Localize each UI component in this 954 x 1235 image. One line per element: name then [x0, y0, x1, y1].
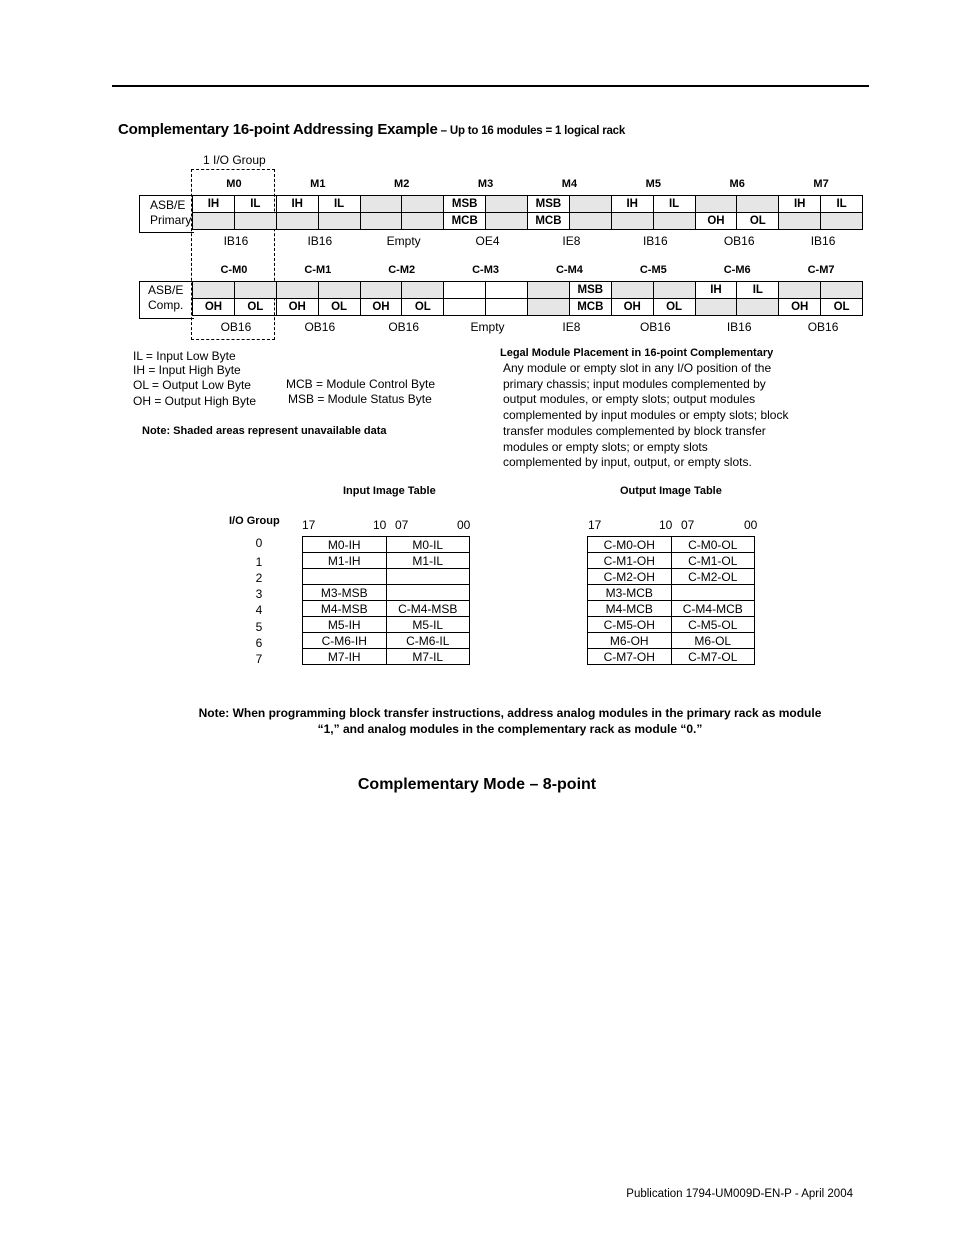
primary-cell: OL: [737, 213, 779, 230]
input-table-cell: [303, 569, 387, 585]
primary-cell: [486, 213, 528, 230]
primary-cell: [360, 213, 402, 230]
output-table-row: [588, 585, 755, 601]
comp-grid-row-1: [193, 282, 863, 299]
output-table-cell: C-M2-OL: [671, 569, 755, 585]
primary-rack-grid: [192, 195, 863, 230]
comp-module-5: C-M5: [639, 264, 667, 276]
io-group-label: 1 I/O Group: [203, 153, 266, 167]
legal-text: [503, 361, 803, 471]
io-group-number: 4: [255, 603, 263, 617]
output-table-cell: C-M7-OH: [588, 649, 672, 665]
comp-type-2: OB16: [388, 320, 420, 334]
output-bit-00: 00: [744, 518, 758, 532]
comp-type-0: OB16: [220, 320, 252, 334]
comp-module-3: C-M3: [472, 264, 499, 276]
comp-cell: [234, 282, 276, 299]
primary-grid-row-2: [193, 213, 863, 230]
comp-grid-row-2: [193, 299, 863, 316]
comp-cell: OL: [234, 299, 276, 316]
legal-line: transfer modules complemented by block transfer: [503, 423, 766, 438]
input-table-row: [303, 617, 470, 633]
legal-line: Any module or empty slot in any I/O position of the: [503, 361, 772, 375]
comp-cell: OH: [611, 299, 653, 316]
primary-cell: MCB: [444, 213, 486, 230]
output-table-cell: M4-MCB: [588, 601, 672, 617]
primary-type-5: IB16: [642, 234, 668, 248]
comp-rack-grid: [192, 281, 863, 316]
io-group-number: 3: [255, 587, 263, 601]
comp-cell: [360, 282, 402, 299]
legal-heading: Legal Module Placement in 16-point Complementary: [500, 347, 774, 359]
section-heading: Complementary Mode – 8-point: [357, 776, 597, 793]
input-bit-17: 17: [302, 518, 316, 532]
comp-type-4: IE8: [562, 320, 581, 334]
input-table-cell: M1-IL: [386, 553, 470, 569]
comp-cell: [444, 299, 486, 316]
primary-type-0: IB16: [223, 234, 249, 248]
primary-cell: IL: [234, 196, 276, 213]
primary-cell: IL: [821, 196, 863, 213]
comp-type-7: OB16: [807, 320, 839, 334]
top-rule: [112, 85, 869, 87]
legend-msb: MSB = Module Status Byte: [288, 392, 432, 406]
input-table-cell: [386, 569, 470, 585]
primary-cell: [402, 213, 444, 230]
primary-type-3: OE4: [475, 234, 500, 248]
primary-cell: IH: [611, 196, 653, 213]
primary-type-2: Empty: [386, 234, 421, 248]
primary-cell: [653, 213, 695, 230]
primary-cell: [318, 213, 360, 230]
comp-type-5: OB16: [639, 320, 671, 334]
primary-cell: [486, 196, 528, 213]
output-table-cell: C-M1-OH: [588, 553, 672, 569]
comp-cell: [528, 299, 570, 316]
primary-grid-row-1: [193, 196, 863, 213]
comp-cell: [611, 282, 653, 299]
comp-cell: OH: [276, 299, 318, 316]
legal-line: modules or empty slots; or empty slots: [503, 439, 708, 454]
primary-cell: [234, 213, 276, 230]
io-group-number: 1: [255, 555, 263, 569]
io-group-outline-bottom: [191, 339, 275, 340]
legal-line: primary chassis; input modules complemented by: [503, 376, 766, 391]
primary-cell: [569, 213, 611, 230]
input-table-row: [303, 537, 470, 553]
primary-cell: [569, 196, 611, 213]
primary-type-7: IB16: [810, 234, 836, 248]
input-table-row: [303, 633, 470, 649]
page-subtitle: – Up to 16 modules = 1 logical rack: [437, 125, 626, 137]
primary-module-4: M4: [561, 178, 578, 190]
comp-module-1: C-M1: [304, 264, 332, 276]
input-table-row: [303, 553, 470, 569]
primary-cell: IL: [318, 196, 360, 213]
comp-module-0: C-M0: [220, 264, 248, 276]
io-group-number: 7: [255, 652, 263, 666]
primary-type-1: IB16: [307, 234, 333, 248]
primary-cell: MSB: [528, 196, 570, 213]
primary-cell: MSB: [444, 196, 486, 213]
input-image-table: [302, 536, 470, 665]
primary-cell: IH: [779, 196, 821, 213]
comp-cell: [444, 282, 486, 299]
input-table-cell: [386, 585, 470, 601]
comp-cell: IH: [695, 282, 737, 299]
output-table-row: [588, 633, 755, 649]
primary-cell: IH: [276, 196, 318, 213]
output-bit-17: 17: [588, 518, 602, 532]
legend-mcb: MCB = Module Control Byte: [286, 377, 436, 391]
shaded-note: Note: Shaded areas represent unavailable data: [142, 425, 387, 437]
primary-module-5: M5: [645, 178, 661, 190]
primary-module-0: M0: [226, 178, 242, 190]
comp-cell: [402, 282, 444, 299]
primary-cell: IH: [193, 196, 235, 213]
comp-cell: [486, 282, 528, 299]
output-table-cell: M3-MCB: [588, 585, 672, 601]
primary-module-3: M3: [477, 178, 494, 190]
legal-line: complemented by input modules or empty slots; block: [503, 408, 789, 423]
io-group-number: 5: [255, 620, 263, 634]
output-table-row: [588, 601, 755, 617]
primary-cell: [611, 213, 653, 230]
output-table-cell: C-M5-OH: [588, 617, 672, 633]
comp-cell: [318, 282, 360, 299]
comp-cell: MSB: [569, 282, 611, 299]
comp-module-4: C-M4: [555, 264, 583, 276]
primary-module-6: M6: [729, 178, 745, 190]
input-table-cell: M0-IH: [303, 537, 387, 553]
comp-cell: OL: [821, 299, 863, 316]
output-table-cell: M6-OL: [671, 633, 755, 649]
comp-cell: [779, 282, 821, 299]
input-table-row: [303, 585, 470, 601]
input-table-cell: M1-IH: [303, 553, 387, 569]
comp-cell: OH: [779, 299, 821, 316]
primary-module-1: M1: [310, 178, 326, 190]
block-transfer-note: Note: When programming block transfer instructions, address analog modules in the primary rack as module “1,” and analog modules in the complementary rack as module “0.”: [198, 706, 822, 736]
input-table-cell: M5-IL: [386, 617, 470, 633]
legend-il: IL = Input Low Byte: [133, 349, 236, 363]
input-table-cell: M7-IL: [386, 649, 470, 665]
comp-cell: [276, 282, 318, 299]
comp-cell: MCB: [569, 299, 611, 316]
output-table-cell: C-M0-OL: [671, 537, 755, 553]
io-group-number: 2: [255, 571, 263, 585]
primary-type-6: OB16: [723, 234, 755, 248]
footer-publication: Publication 1794-UM009D-EN-P - April 2004: [626, 1188, 853, 1200]
input-bit-00: 00: [457, 518, 471, 532]
comp-type-1: OB16: [304, 320, 336, 334]
page-title: Complementary 16-point Addressing Example – Up to 16 modules = 1 logical rack: [118, 121, 626, 138]
comp-cell: IL: [737, 282, 779, 299]
primary-cell: [402, 196, 444, 213]
input-table-cell: C-M6-IH: [303, 633, 387, 649]
input-table-cell: M5-IH: [303, 617, 387, 633]
output-image-table: [587, 536, 755, 665]
comp-cell: OL: [318, 299, 360, 316]
comp-module-2: C-M2: [388, 264, 416, 276]
input-table-cell: M0-IL: [386, 537, 470, 553]
input-table-cell: M3-MSB: [303, 585, 387, 601]
input-table-cell: C-M4-MSB: [386, 601, 470, 617]
output-table-cell: M6-OH: [588, 633, 672, 649]
primary-cell: [695, 196, 737, 213]
primary-module-2: M2: [394, 178, 410, 190]
comp-cell: OL: [653, 299, 695, 316]
legend-ol: OL = Output Low Byte: [133, 378, 251, 392]
primary-module-7: M7: [813, 178, 829, 190]
input-table-cell: C-M6-IL: [386, 633, 470, 649]
comp-type-6: IB16: [726, 320, 752, 334]
input-table-row: [303, 569, 470, 585]
output-table-row: [588, 649, 755, 665]
primary-cell: MCB: [528, 213, 570, 230]
comp-cell: [653, 282, 695, 299]
comp-cell: [486, 299, 528, 316]
primary-cell: IL: [653, 196, 695, 213]
input-table-row: [303, 649, 470, 665]
input-bit-07: 07: [395, 518, 409, 532]
output-table-cell: C-M5-OL: [671, 617, 755, 633]
output-bit-07: 07: [681, 518, 695, 532]
primary-cell: [360, 196, 402, 213]
comp-cell: OL: [402, 299, 444, 316]
comp-module-6: C-M6: [723, 264, 751, 276]
comp-type-3: Empty: [470, 320, 505, 334]
primary-label: ASB/E Primary: [150, 198, 192, 227]
comp-cell: [193, 282, 235, 299]
output-table-cell: C-M2-OH: [588, 569, 672, 585]
input-table-cell: M4-MSB: [303, 601, 387, 617]
io-group-number: 6: [255, 636, 263, 650]
output-table-row: [588, 537, 755, 553]
input-bit-10: 10: [373, 518, 387, 532]
comp-cell: [695, 299, 737, 316]
output-table-row: [588, 617, 755, 633]
comp-cell: OH: [360, 299, 402, 316]
output-table-cell: C-M7-OL: [671, 649, 755, 665]
primary-cell: [779, 213, 821, 230]
legal-line: output modules, or empty slots; output modules: [503, 392, 756, 407]
primary-cell: OH: [695, 213, 737, 230]
output-table-cell: [671, 585, 755, 601]
comp-label: ASB/E Comp.: [148, 283, 184, 312]
primary-cell: [193, 213, 235, 230]
output-table-cell: C-M0-OH: [588, 537, 672, 553]
comp-cell: [821, 282, 863, 299]
io-group-number: 0: [255, 536, 263, 550]
output-table-row: [588, 569, 755, 585]
comp-cell: [737, 299, 779, 316]
comp-cell: OH: [193, 299, 235, 316]
primary-cell: [737, 196, 779, 213]
legend-ih: IH = Input High Byte: [133, 363, 241, 377]
input-table-title: Input Image Table: [343, 485, 436, 497]
primary-cell: [821, 213, 863, 230]
output-table-cell: C-M1-OL: [671, 553, 755, 569]
input-table-row: [303, 601, 470, 617]
output-table-cell: C-M4-MCB: [671, 601, 755, 617]
legend-oh: OH = Output High Byte: [133, 394, 257, 408]
primary-cell: [276, 213, 318, 230]
output-table-row: [588, 553, 755, 569]
legal-line: complemented by input, output, or empty slots.: [503, 455, 752, 470]
input-table-cell: M7-IH: [303, 649, 387, 665]
comp-module-7: C-M7: [807, 264, 835, 276]
primary-type-4: IE8: [562, 234, 581, 248]
io-group-header: I/O Group: [229, 515, 280, 527]
comp-cell: [528, 282, 570, 299]
output-bit-10: 10: [659, 518, 673, 532]
output-table-title: Output Image Table: [620, 485, 722, 497]
